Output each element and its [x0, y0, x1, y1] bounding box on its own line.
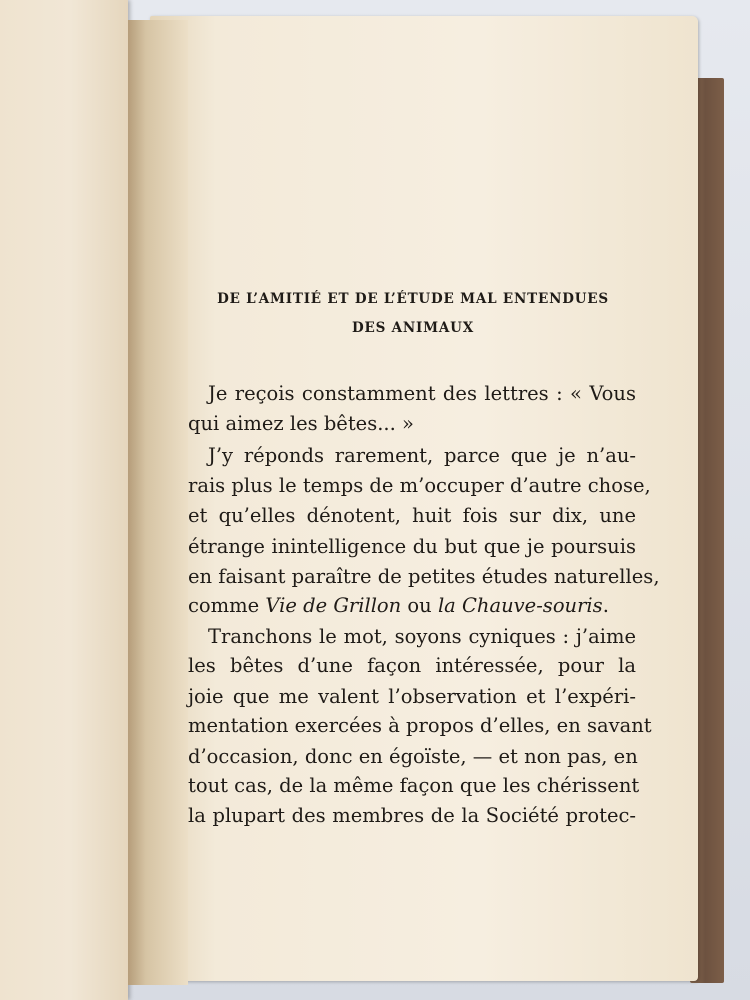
text-line: tout cas, de la même façon que les chérissent	[188, 774, 640, 797]
text-fragment: comme	[188, 594, 266, 617]
text-line-with-titles	[188, 592, 636, 620]
text-line: qui aimez les bêtes... »	[188, 412, 414, 435]
left-page	[0, 0, 128, 1000]
chapter-title-line-1: DE L’AMITIÉ ET DE L’ÉTUDE MAL ENTENDUES	[217, 291, 609, 307]
text-line: les bêtes d’une façon intéressée, pour la	[188, 654, 636, 677]
text-line: Tranchons le mot, soyons cyniques : j’aime	[208, 625, 636, 648]
book-gutter	[128, 20, 188, 985]
book-title-italic: Vie de Grillon	[265, 594, 402, 617]
book-title-italic: la Chauve-souris	[437, 594, 603, 617]
text-line: rais plus le temps de m’occuper d’autre chose,	[188, 474, 651, 497]
text-line: en faisant paraître de petites études naturelles,	[188, 565, 660, 588]
text-fragment: ou	[401, 594, 438, 617]
text-line: et qu’elles dénotent, huit fois sur dix, une	[188, 504, 636, 527]
chapter-title-line-2: DES ANIMAUX	[351, 320, 475, 336]
text-line: étrange inintelligence du but que je poursuis	[188, 535, 636, 558]
text-line: joie que me valent l’observation et l’expéri-	[188, 685, 636, 708]
text-line: J’y réponds rarement, parce que je n’au-	[208, 444, 636, 467]
text-fragment: .	[602, 594, 609, 617]
page-text	[188, 0, 660, 1000]
text-line: mentation exercées à propos d’elles, en savant	[188, 714, 652, 737]
text-line: la plupart des membres de la Société protec-	[188, 804, 636, 827]
text-line: d’occasion, donc en égoïste, — et non pas, en	[188, 745, 638, 768]
text-line: Je reçois constamment des lettres : « Vous	[208, 382, 636, 405]
